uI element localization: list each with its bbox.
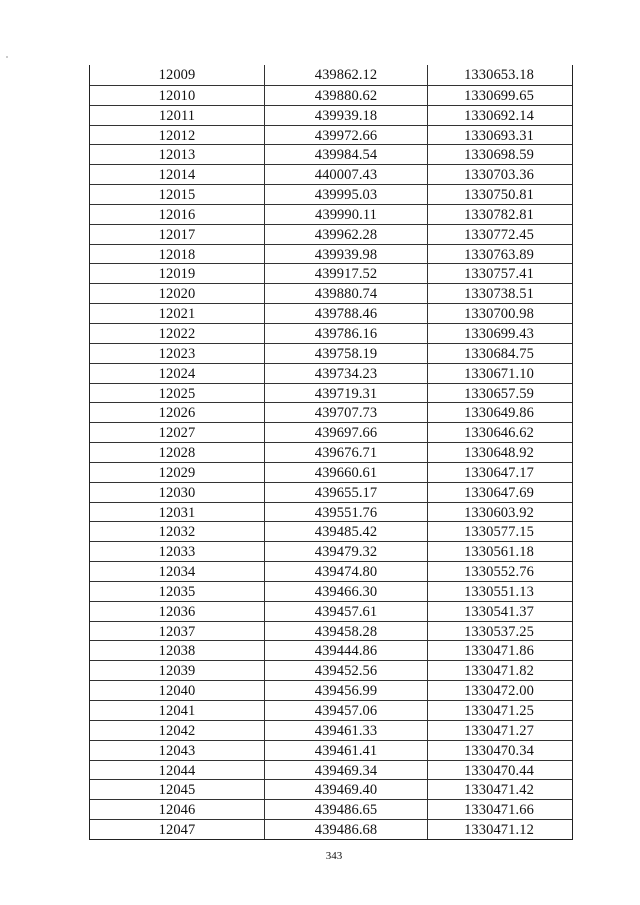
point-id-cell: 12031: [90, 503, 265, 522]
point-id-cell: 12032: [90, 522, 265, 541]
y-coordinate-cell: 1330471.82: [464, 663, 534, 680]
point-id-cell: 12035: [90, 582, 265, 601]
x-coordinate-cell: 439697.66: [265, 423, 428, 442]
x-coordinate-cell: 439758.19: [265, 344, 428, 363]
point-id-cell: 12047: [90, 820, 265, 839]
table-row: [90, 680, 572, 700]
y-coordinate-cell: 1330470.34: [464, 742, 534, 759]
point-id-cell: 12009: [90, 65, 265, 85]
y-coordinate-cell: 1330471.66: [464, 802, 534, 819]
point-id-cell: 12011: [90, 106, 265, 125]
point-id-cell: 12040: [90, 681, 265, 700]
x-coordinate-cell: 439479.32: [265, 542, 428, 561]
table-row: [90, 125, 572, 145]
y-coordinate-cell: 1330552.76: [464, 564, 534, 581]
x-coordinate-cell: 439939.98: [265, 245, 428, 264]
y-coordinate-cell: 1330648.92: [464, 445, 534, 462]
table-row: [90, 85, 572, 105]
x-coordinate-cell: 439469.34: [265, 761, 428, 780]
point-id-cell: 12034: [90, 562, 265, 581]
y-coordinate-cell: 1330671.10: [464, 365, 534, 382]
y-coordinate-cell: 1330653.18: [464, 67, 534, 83]
table-row: [90, 621, 572, 641]
table-row: [90, 502, 572, 522]
point-id-cell: 12037: [90, 622, 265, 641]
point-id-cell: 12033: [90, 542, 265, 561]
point-id-cell: 12027: [90, 423, 265, 442]
table-row: [90, 65, 572, 85]
table-row: [90, 541, 572, 561]
point-id-cell: 12025: [90, 384, 265, 403]
x-coordinate-cell: 439880.74: [265, 284, 428, 303]
y-coordinate-cell: 1330699.43: [464, 325, 534, 342]
x-coordinate-cell: 439917.52: [265, 264, 428, 283]
point-id-cell: 12023: [90, 344, 265, 363]
table-row: [90, 740, 572, 760]
y-coordinate-cell: 1330757.41: [464, 266, 534, 283]
table-row: [90, 700, 572, 720]
point-id-cell: 12030: [90, 483, 265, 502]
point-id-cell: 12039: [90, 661, 265, 680]
y-coordinate-cell: 1330782.81: [464, 206, 534, 223]
y-coordinate-cell: 1330698.59: [464, 147, 534, 164]
table-row: [90, 422, 572, 442]
y-coordinate-cell: 1330763.89: [464, 246, 534, 263]
x-coordinate-cell: 439452.56: [265, 661, 428, 680]
point-id-cell: 12041: [90, 701, 265, 720]
table-row: [90, 343, 572, 363]
x-coordinate-cell: 439474.80: [265, 562, 428, 581]
table-row: [90, 779, 572, 799]
x-coordinate-cell: 439786.16: [265, 324, 428, 343]
x-coordinate-cell: 439990.11: [265, 205, 428, 224]
y-coordinate-cell: 1330472.00: [464, 683, 534, 700]
x-coordinate-cell: 439469.40: [265, 780, 428, 799]
y-coordinate-cell: 1330471.86: [464, 643, 534, 660]
y-coordinate-cell: 1330649.86: [464, 405, 534, 422]
x-coordinate-cell: 439551.76: [265, 503, 428, 522]
y-coordinate-cell: 1330693.31: [464, 127, 534, 144]
x-coordinate-cell: 439719.31: [265, 384, 428, 403]
x-coordinate-cell: 439880.62: [265, 86, 428, 105]
point-id-cell: 12038: [90, 641, 265, 660]
point-id-cell: 12014: [90, 165, 265, 184]
table-row: [90, 204, 572, 224]
x-coordinate-cell: 440007.43: [265, 165, 428, 184]
point-id-cell: 12012: [90, 126, 265, 145]
point-id-cell: 12024: [90, 364, 265, 383]
y-coordinate-cell: 1330603.92: [464, 504, 534, 521]
table-row: [90, 402, 572, 422]
x-coordinate-cell: 439655.17: [265, 483, 428, 502]
table-row: [90, 144, 572, 164]
table-row: [90, 105, 572, 125]
x-coordinate-cell: 439660.61: [265, 463, 428, 482]
x-coordinate-cell: 439466.30: [265, 582, 428, 601]
y-coordinate-cell: 1330541.37: [464, 603, 534, 620]
table-row: [90, 720, 572, 740]
y-coordinate-cell: 1330471.42: [464, 782, 534, 799]
table-row: [90, 184, 572, 204]
y-coordinate-cell: 1330470.44: [464, 762, 534, 779]
x-coordinate-cell: 439972.66: [265, 126, 428, 145]
x-coordinate-cell: 439457.06: [265, 701, 428, 720]
point-id-cell: 12036: [90, 602, 265, 621]
point-id-cell: 12015: [90, 185, 265, 204]
x-coordinate-cell: 439461.41: [265, 741, 428, 760]
y-coordinate-cell: 1330699.65: [464, 87, 534, 104]
point-id-cell: 12044: [90, 761, 265, 780]
x-coordinate-cell: 439485.42: [265, 522, 428, 541]
point-id-cell: 12019: [90, 264, 265, 283]
table-row: [90, 244, 572, 264]
table-row: [90, 283, 572, 303]
table-row: [90, 224, 572, 244]
y-coordinate-cell: 1330561.18: [464, 544, 534, 561]
point-id-cell: 12046: [90, 800, 265, 819]
x-coordinate-cell: 439456.99: [265, 681, 428, 700]
point-id-cell: 12045: [90, 780, 265, 799]
table-row: [90, 164, 572, 184]
point-id-cell: 12028: [90, 443, 265, 462]
x-coordinate-cell: 439457.61: [265, 602, 428, 621]
y-coordinate-cell: 1330577.15: [464, 524, 534, 541]
x-coordinate-cell: 439486.65: [265, 800, 428, 819]
table-row: [90, 462, 572, 482]
y-coordinate-cell: 1330657.59: [464, 385, 534, 402]
point-id-cell: 12018: [90, 245, 265, 264]
y-coordinate-cell: 1330684.75: [464, 345, 534, 362]
point-id-cell: 12021: [90, 304, 265, 323]
x-coordinate-cell: 439486.68: [265, 820, 428, 839]
point-id-cell: 12022: [90, 324, 265, 343]
point-id-cell: 12013: [90, 145, 265, 164]
table-row: [90, 363, 572, 383]
x-coordinate-cell: 439995.03: [265, 185, 428, 204]
y-coordinate-cell: 1330703.36: [464, 167, 534, 184]
table-row: [90, 640, 572, 660]
y-coordinate-cell: 1330471.25: [464, 703, 534, 719]
x-coordinate-cell: 439862.12: [265, 65, 428, 85]
y-coordinate-cell: 1330551.13: [464, 583, 534, 600]
table-row: [90, 581, 572, 601]
scan-speck: [6, 56, 8, 58]
point-id-cell: 12026: [90, 403, 265, 422]
x-coordinate-cell: 439444.86: [265, 641, 428, 660]
table-row: [90, 819, 572, 839]
x-coordinate-cell: 439939.18: [265, 106, 428, 125]
table-row: [90, 303, 572, 323]
point-id-cell: 12042: [90, 721, 265, 740]
x-coordinate-cell: 439734.23: [265, 364, 428, 383]
table-row: [90, 521, 572, 541]
table-row: [90, 561, 572, 581]
point-id-cell: 12010: [90, 86, 265, 105]
table-row: [90, 760, 572, 780]
x-coordinate-cell: 439676.71: [265, 443, 428, 462]
y-coordinate-cell: 1330647.69: [464, 484, 534, 501]
y-coordinate-cell: 1330471.12: [464, 822, 534, 839]
y-coordinate-cell: 1330646.62: [464, 425, 534, 442]
x-coordinate-cell: 439788.46: [265, 304, 428, 323]
y-coordinate-cell: 1330537.25: [464, 623, 534, 640]
table-row: [90, 799, 572, 819]
table-row: [90, 482, 572, 502]
y-coordinate-cell: 1330692.14: [464, 107, 534, 124]
y-coordinate-cell: 1330471.27: [464, 722, 534, 739]
point-id-cell: 12016: [90, 205, 265, 224]
point-id-cell: 12020: [90, 284, 265, 303]
point-id-cell: 12017: [90, 225, 265, 244]
x-coordinate-cell: 439707.73: [265, 403, 428, 422]
table-row: [90, 383, 572, 403]
x-coordinate-cell: 439984.54: [265, 145, 428, 164]
x-coordinate-cell: 439962.28: [265, 225, 428, 244]
coordinate-table: [89, 65, 573, 840]
table-row: [90, 660, 572, 680]
y-coordinate-cell: 1330772.45: [464, 226, 534, 243]
point-id-cell: 12043: [90, 741, 265, 760]
table-row: [90, 601, 572, 621]
x-coordinate-cell: 439461.33: [265, 721, 428, 740]
y-coordinate-cell: 1330700.98: [464, 306, 534, 323]
page-number: 343: [325, 850, 343, 862]
table-row: [90, 442, 572, 462]
table-row: [90, 323, 572, 343]
y-coordinate-cell: 1330750.81: [464, 187, 534, 204]
y-coordinate-cell: 1330738.51: [464, 286, 534, 303]
table-row: [90, 263, 572, 283]
y-coordinate-cell: 1330647.17: [464, 464, 534, 481]
x-coordinate-cell: 439458.28: [265, 622, 428, 641]
point-id-cell: 12029: [90, 463, 265, 482]
